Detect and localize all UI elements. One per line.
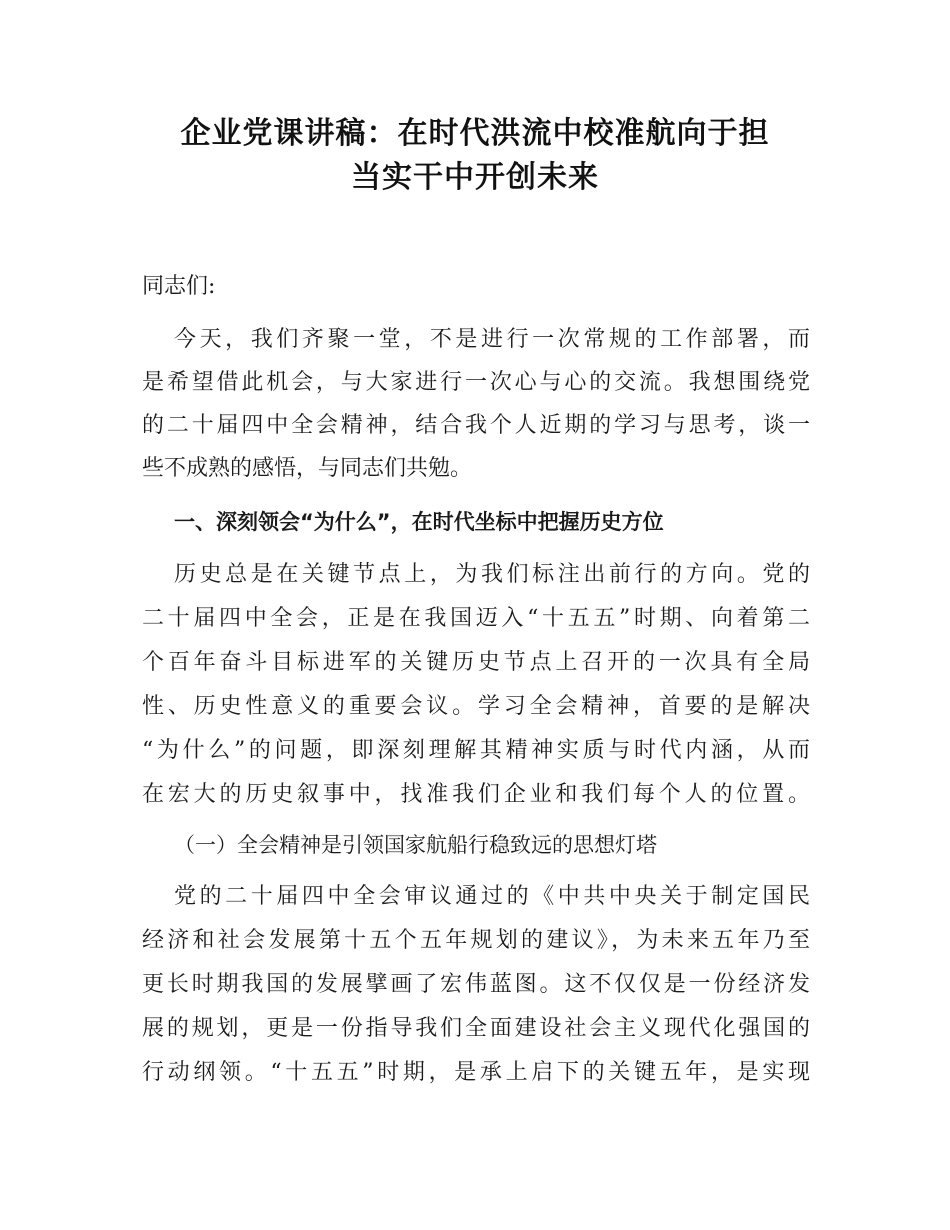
- title-line-2: 当实干中开创未来: [351, 160, 599, 195]
- paragraph-line: 性、历史性意义的重要会议。学习全会精神，首要的是解决: [142, 694, 810, 719]
- paragraph-line: 二十届四中全会，正是在我国迈入“十五五”时期、向着第二: [142, 606, 810, 631]
- paragraph-line: 今天，我们齐聚一堂，不是进行一次常规的工作部署，而: [174, 327, 810, 352]
- section-heading: 一、深刻领会“为什么”，在时代坐标中把握历史方位: [174, 510, 664, 534]
- paragraph-line: 党的二十届四中全会审议通过的《中共中央关于制定国民: [174, 884, 810, 909]
- paragraph-line: 展的规划，更是一份指导我们全面建设社会主义现代化强国的: [142, 1016, 810, 1041]
- paragraph-line: 在宏大的历史叙事中，找准我们企业和我们每个人的位置。: [142, 782, 810, 807]
- paragraph-line: 的二十届四中全会精神，结合我个人近期的学习与思考，谈一: [142, 413, 810, 438]
- paragraph-line: 是希望借此机会，与大家进行一次心与心的交流。我想围绕党: [142, 370, 810, 395]
- salutation: 同志们:: [142, 274, 216, 299]
- paragraph-line: 些不成熟的感悟，与同志们共勉。: [142, 456, 473, 481]
- paragraph-line: 经济和社会发展第十五个五年规划的建议》，为未来五年乃至: [142, 928, 810, 953]
- title-line-1: 企业党课讲稿：在时代洪流中校准航向于担: [180, 116, 770, 151]
- paragraph-line: 更长时期我国的发展擘画了宏伟蓝图。这不仅仅是一份经济发: [142, 972, 810, 997]
- subheading: （一）全会精神是引领国家航船行稳致远的思想灯塔: [174, 833, 657, 857]
- paragraph-line: 行动纲领。“十五五”时期，是承上启下的关键五年，是实现: [142, 1060, 810, 1085]
- paragraph-line: 历史总是在关键节点上，为我们标注出前行的方向。党的: [174, 562, 810, 587]
- paragraph-line: 个百年奋斗目标进军的关键历史节点上召开的一次具有全局: [142, 650, 810, 675]
- paragraph-line: “为什么”的问题，即深刻理解其精神实质与时代内涵，从而: [142, 738, 810, 763]
